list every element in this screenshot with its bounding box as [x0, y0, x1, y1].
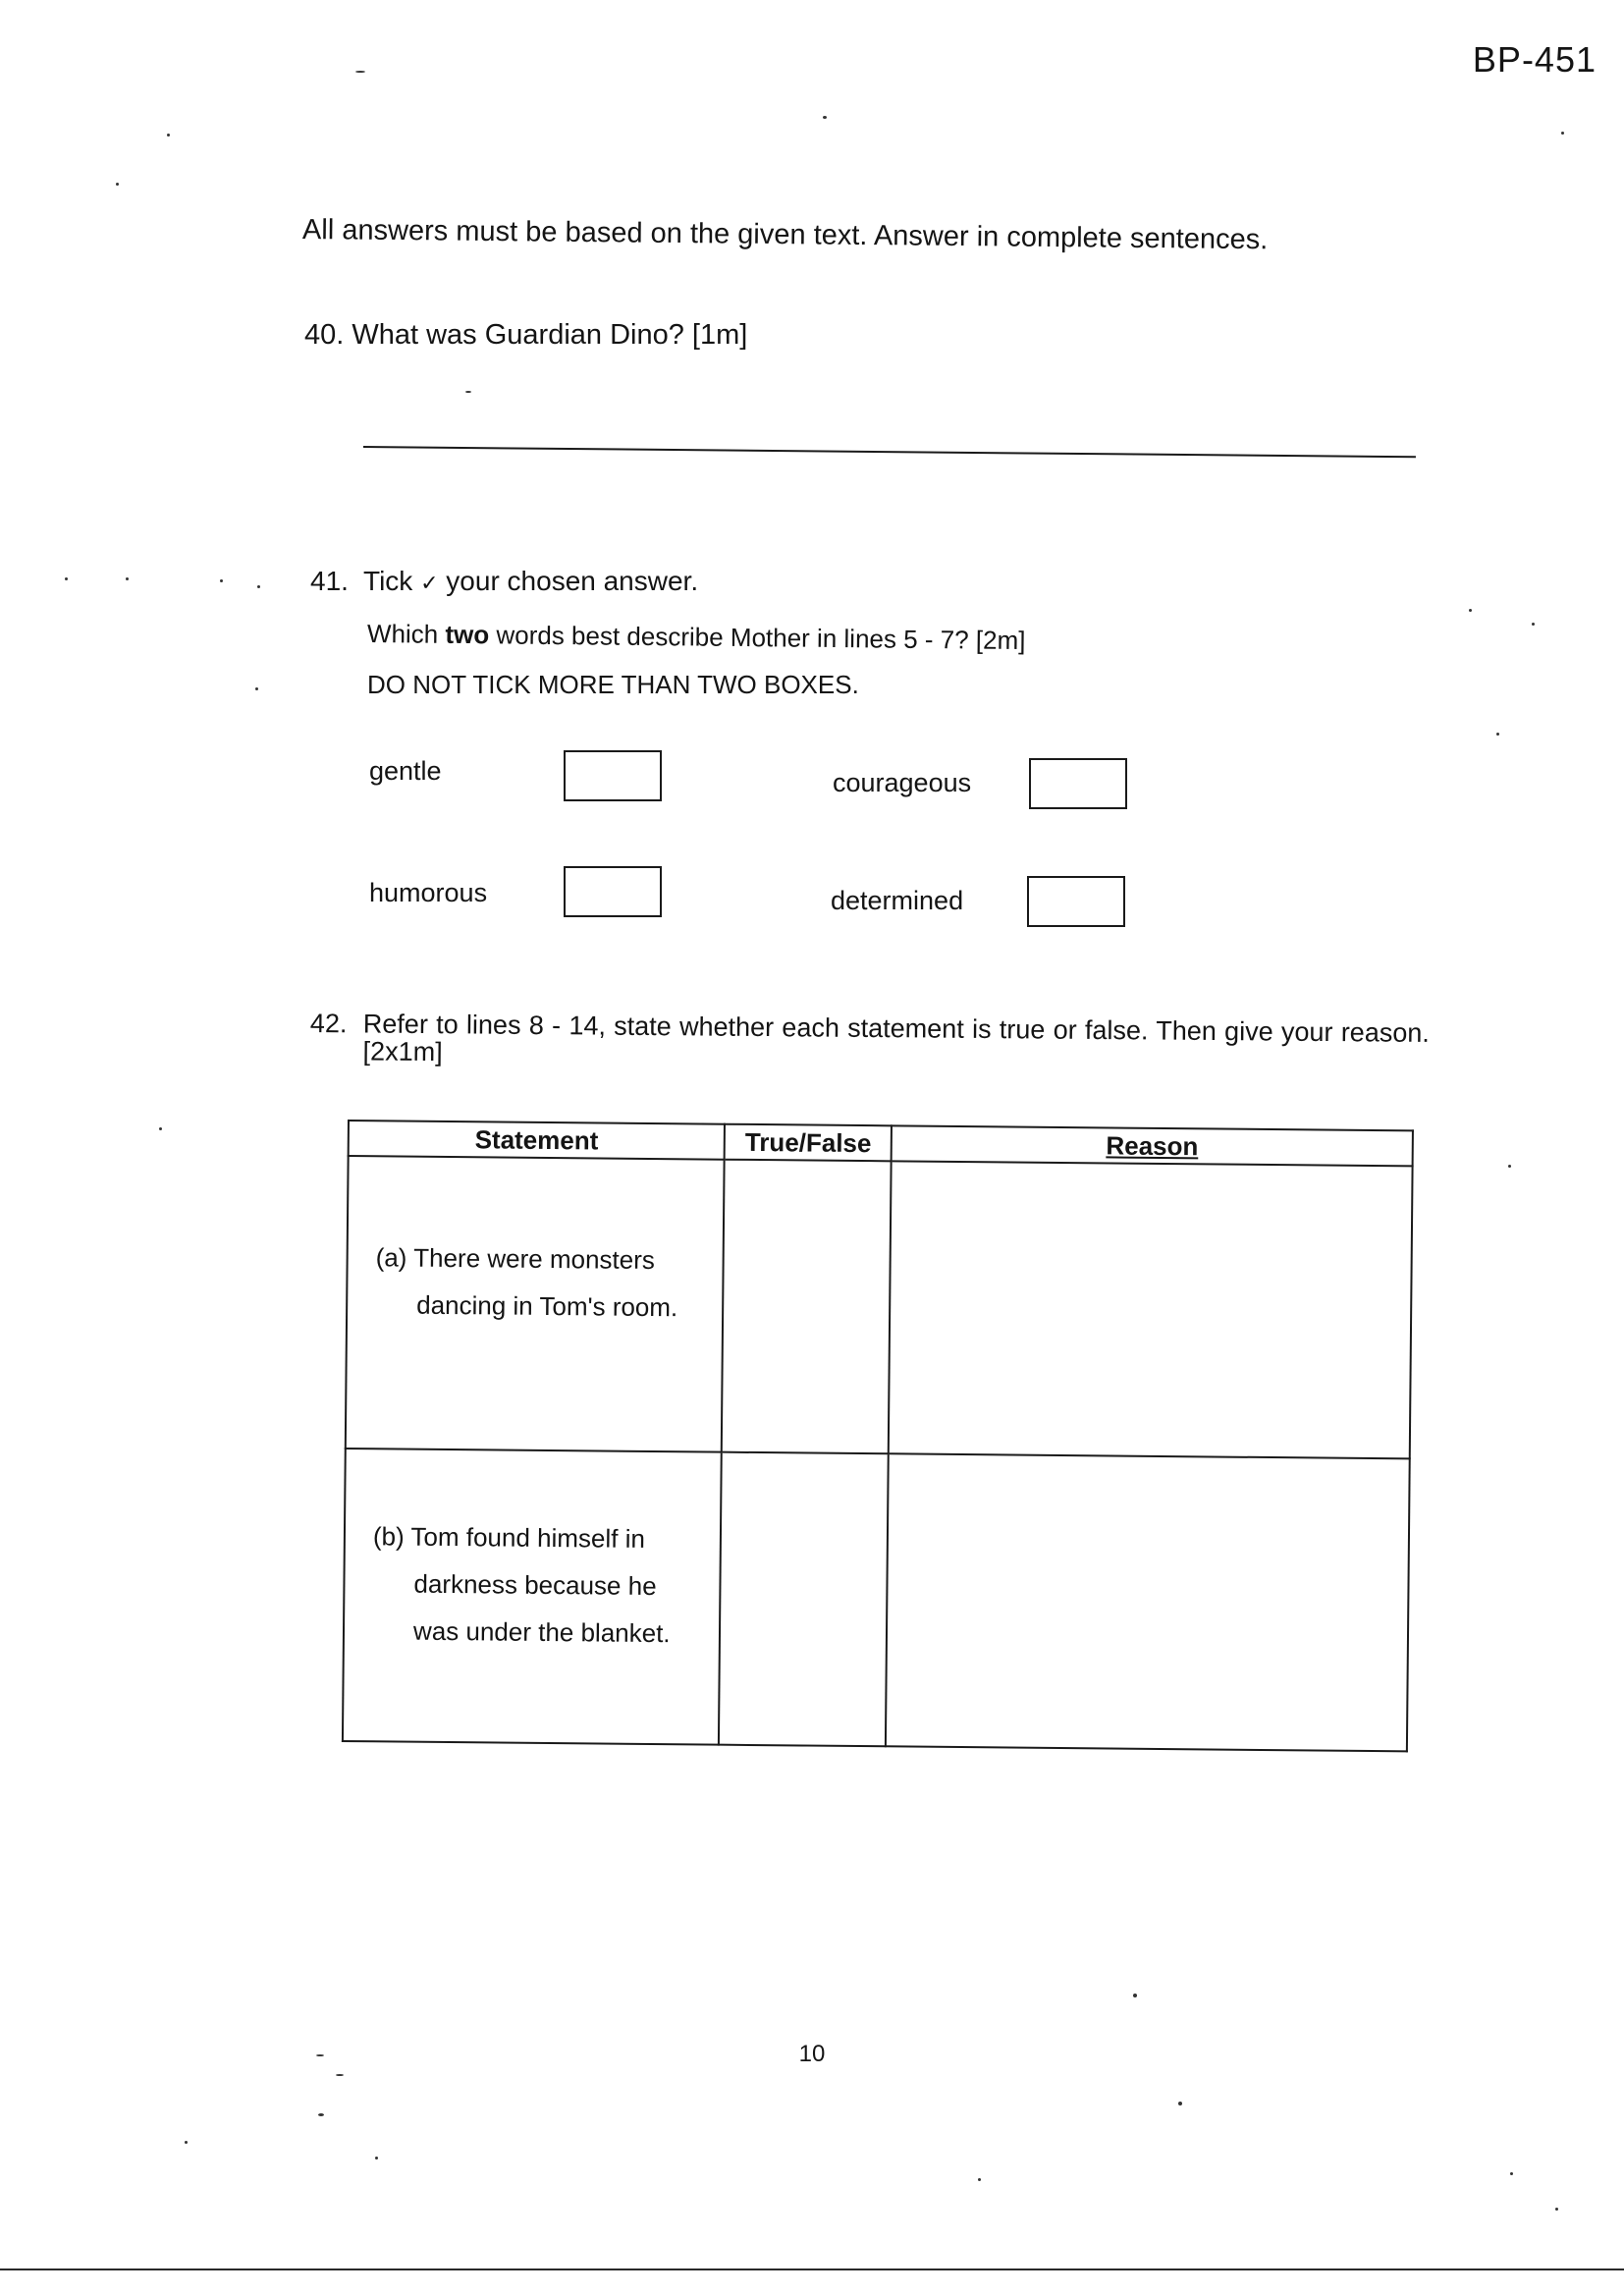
answer-line-40[interactable]	[363, 446, 1416, 458]
scan-speck	[318, 2113, 324, 2116]
scan-speck	[1469, 609, 1472, 612]
question-number: 42.	[309, 1009, 348, 1039]
statement-cell	[346, 1156, 725, 1452]
scan-speck	[355, 71, 365, 73]
question-41-warning: DO NOT TICK MORE THAN TWO BOXES.	[367, 670, 859, 699]
question-text-end: words best describe Mother in lines 5 - 7? [2m]	[489, 620, 1026, 656]
scan-speck	[159, 1127, 162, 1130]
checkbox-humorous[interactable]	[564, 866, 662, 917]
true-false-table	[342, 1120, 1414, 1752]
instructions-text: All answers must be based on the given text. Answer in complete sentences.	[301, 214, 1269, 256]
scan-speck	[1555, 2208, 1558, 2211]
statement-cell	[343, 1449, 722, 1745]
checkbox-determined[interactable]	[1027, 876, 1125, 927]
reason-answer-cell[interactable]	[889, 1161, 1413, 1458]
true-false-answer-cell[interactable]	[722, 1160, 892, 1454]
scan-speck	[126, 577, 129, 580]
scan-speck	[185, 2141, 188, 2144]
option-label-courageous: courageous	[833, 768, 972, 797]
scan-speck	[255, 687, 258, 690]
header-reason: Reason	[892, 1125, 1413, 1166]
table-row	[346, 1156, 1413, 1458]
scan-speck	[167, 134, 170, 137]
scan-speck	[1510, 2172, 1513, 2175]
scan-speck	[1178, 2102, 1182, 2105]
statement-line: darkness because he	[413, 1568, 657, 1602]
tick-instruction: Tick	[363, 566, 413, 596]
question-42-text: Refer to lines 8 - 14, state whether each statement is true or false. Then give your reason. [2x1m]	[362, 1009, 1430, 1067]
question-41-text	[367, 619, 1026, 656]
statement-line: dancing in Tom's room.	[416, 1289, 678, 1323]
scan-speck	[1561, 132, 1564, 135]
scan-speck	[823, 116, 827, 119]
option-label-humorous: humorous	[369, 878, 488, 907]
question-text-bold: two	[445, 619, 490, 650]
bottom-rule	[0, 2269, 1624, 2270]
question-41-heading	[310, 566, 698, 597]
question-42	[310, 1010, 1430, 1074]
statement-label: (b)	[372, 1521, 405, 1552]
statement-line: was under the blanket.	[412, 1615, 671, 1649]
question-text-start: Which	[366, 619, 446, 649]
paper-code: BP-451	[1472, 39, 1597, 80]
scan-speck	[1508, 1165, 1511, 1168]
option-label-gentle: gentle	[369, 756, 442, 786]
tick-icon: ✓	[420, 571, 439, 595]
reason-answer-cell[interactable]	[886, 1453, 1410, 1751]
scan-speck	[220, 579, 223, 582]
tick-instruction-rest: your chosen answer.	[446, 566, 699, 596]
scan-speck	[375, 2157, 378, 2159]
page-number: 10	[798, 2041, 826, 2067]
scan-speck	[1133, 1994, 1137, 1997]
true-false-answer-cell[interactable]	[719, 1452, 889, 1747]
question-number: 41.	[310, 566, 349, 596]
header-statement: Statement	[349, 1121, 726, 1160]
statement-label: (a)	[375, 1242, 407, 1273]
checkbox-courageous[interactable]	[1029, 758, 1127, 809]
option-label-determined: determined	[831, 886, 964, 915]
scan-speck	[978, 2178, 981, 2181]
scan-speck	[65, 577, 68, 580]
scan-speck	[316, 2054, 324, 2056]
table-row	[343, 1449, 1410, 1751]
scan-speck	[1532, 623, 1535, 626]
scan-speck	[465, 391, 471, 393]
statement-line: Tom found himself in	[410, 1521, 646, 1554]
scan-speck	[336, 2074, 344, 2076]
question-40: 40. What was Guardian Dino? [1m]	[304, 319, 748, 351]
scan-speck	[257, 585, 260, 588]
scan-speck	[116, 183, 119, 186]
statement-line: There were monsters	[413, 1242, 655, 1276]
scan-speck	[1496, 733, 1499, 736]
checkbox-gentle[interactable]	[564, 750, 662, 801]
header-true-false: True/False	[725, 1124, 892, 1162]
